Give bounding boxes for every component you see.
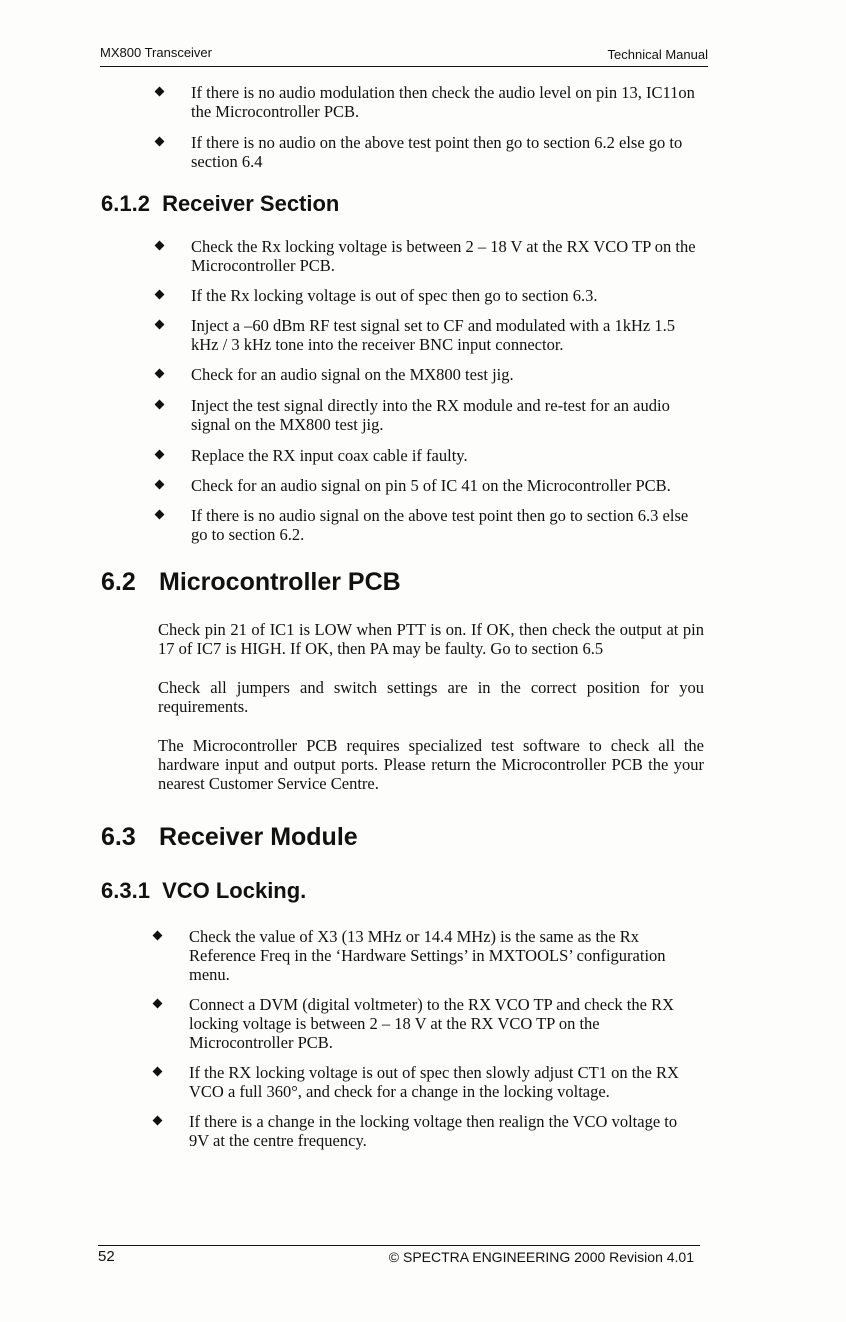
list-item-text: Check for an audio signal on the MX800 test jig. xyxy=(191,365,514,384)
diamond-bullet-icon xyxy=(155,450,165,460)
list-item xyxy=(191,365,711,384)
section-heading-6-3-1 xyxy=(101,878,306,904)
list-item xyxy=(191,506,691,544)
diamond-bullet-icon xyxy=(155,400,165,410)
list-item-text: If there is no audio on the above test point then go to section 6.2 else go to section 6.4 xyxy=(191,133,683,171)
list-item xyxy=(189,1063,685,1101)
diamond-bullet-icon xyxy=(155,510,165,520)
paragraph-test-software: The Microcontroller PCB requires specialized test software to check all the hardware input and output ports. Please return the Microcontroller PCB the your nearest Customer Service Centre. xyxy=(158,736,704,793)
section-heading-6-3 xyxy=(101,823,358,852)
section-title: Microcontroller PCB xyxy=(159,568,401,596)
footer-copyright: © SPECTRA ENGINEERING 2000 Revision 4.01 xyxy=(388,1249,694,1265)
paragraph-ptt-check: Check pin 21 of IC1 is LOW when PTT is on. If OK, then check the output at pin 17 of IC7 is HIGH. If OK, then PA may be faulty. Go to section 6.5 xyxy=(158,620,704,658)
list-item xyxy=(189,1112,699,1150)
list-item-text: If there is a change in the locking voltage then realign the VCO voltage to 9V at the centre frequency. xyxy=(189,1112,678,1150)
diamond-bullet-icon xyxy=(153,931,163,941)
vco-locking-bullet-list xyxy=(189,927,705,1150)
list-item-text: Check for an audio signal on pin 5 of IC 41 on the Microcontroller PCB. xyxy=(191,476,671,495)
section-number: 6.3.1 xyxy=(101,878,150,903)
list-item xyxy=(191,476,711,495)
section-number: 6.3 xyxy=(101,823,136,851)
section-heading-6-1-2 xyxy=(101,191,339,217)
list-item xyxy=(191,286,711,305)
list-item xyxy=(191,133,711,171)
list-item-text: If the Rx locking voltage is out of spec then go to section 6.3. xyxy=(191,286,598,305)
section-title: Receiver Module xyxy=(159,823,358,851)
header-document-title: MX800 Transceiver xyxy=(100,45,212,60)
receiver-section-bullet-list xyxy=(191,237,711,544)
page-number: 52 xyxy=(98,1248,115,1265)
diamond-bullet-icon xyxy=(155,241,165,251)
list-item-text: Check the Rx locking voltage is between 2 – 18 V at the RX VCO TP on the Microcontroller PCB. xyxy=(191,237,696,275)
list-item-text: If the RX locking voltage is out of spec then slowly adjust CT1 on the RX VCO a full 360°, and check for a change in the locking voltage. xyxy=(189,1063,679,1101)
section-number: 6.1.2 xyxy=(101,191,150,216)
diamond-bullet-icon xyxy=(153,1116,163,1126)
list-item-text: Check the value of X3 (13 MHz or 14.4 MHz) is the same as the Rx Reference Freq in the ‘Hardware Settings’ in MXTOOLS’ configuration menu. xyxy=(189,927,666,984)
diamond-bullet-icon xyxy=(153,1067,163,1077)
list-item xyxy=(191,446,711,465)
list-item xyxy=(191,316,691,354)
list-item xyxy=(189,927,705,984)
section-title: VCO Locking. xyxy=(162,878,307,903)
list-item xyxy=(191,396,711,434)
list-item-text: Inject the test signal directly into the RX module and re-test for an audio signal on the MX800 test jig. xyxy=(191,396,670,434)
section-number: 6.2 xyxy=(101,568,136,596)
list-item xyxy=(189,995,685,1052)
list-item-text: Connect a DVM (digital voltmeter) to the RX VCO TP and check the RX locking voltage is between 2 – 18 V at the RX VCO TP on the Microcontroller PCB. xyxy=(189,995,674,1052)
section-heading-6-2 xyxy=(101,568,401,597)
list-item-text: If there is no audio modulation then check the audio level on pin 13, IC11on the Microcontroller PCB. xyxy=(191,83,695,121)
paragraph-jumper-settings: Check all jumpers and switch settings are in the correct position for you requirements. xyxy=(158,678,704,716)
list-item-text: Inject a –60 dBm RF test signal set to CF and modulated with a 1kHz 1.5 kHz / 3 kHz tone into the receiver BNC input connector. xyxy=(191,316,675,354)
page-header xyxy=(100,44,708,67)
list-item xyxy=(191,83,711,121)
list-item-text: If there is no audio signal on the above test point then go to section 6.3 else go to section 6.2. xyxy=(191,506,689,544)
diamond-bullet-icon xyxy=(153,999,163,1009)
page-footer xyxy=(98,1245,700,1265)
intro-bullet-list xyxy=(191,83,711,171)
list-item-text: Replace the RX input coax cable if faulty. xyxy=(191,446,468,465)
diamond-bullet-icon xyxy=(155,137,165,147)
diamond-bullet-icon xyxy=(155,320,165,330)
diamond-bullet-icon xyxy=(155,87,165,97)
diamond-bullet-icon xyxy=(155,480,165,490)
list-item xyxy=(191,237,711,275)
diamond-bullet-icon xyxy=(155,290,165,300)
section-title: Receiver Section xyxy=(162,191,340,216)
diamond-bullet-icon xyxy=(155,369,165,379)
header-manual-type: Technical Manual xyxy=(607,47,708,62)
